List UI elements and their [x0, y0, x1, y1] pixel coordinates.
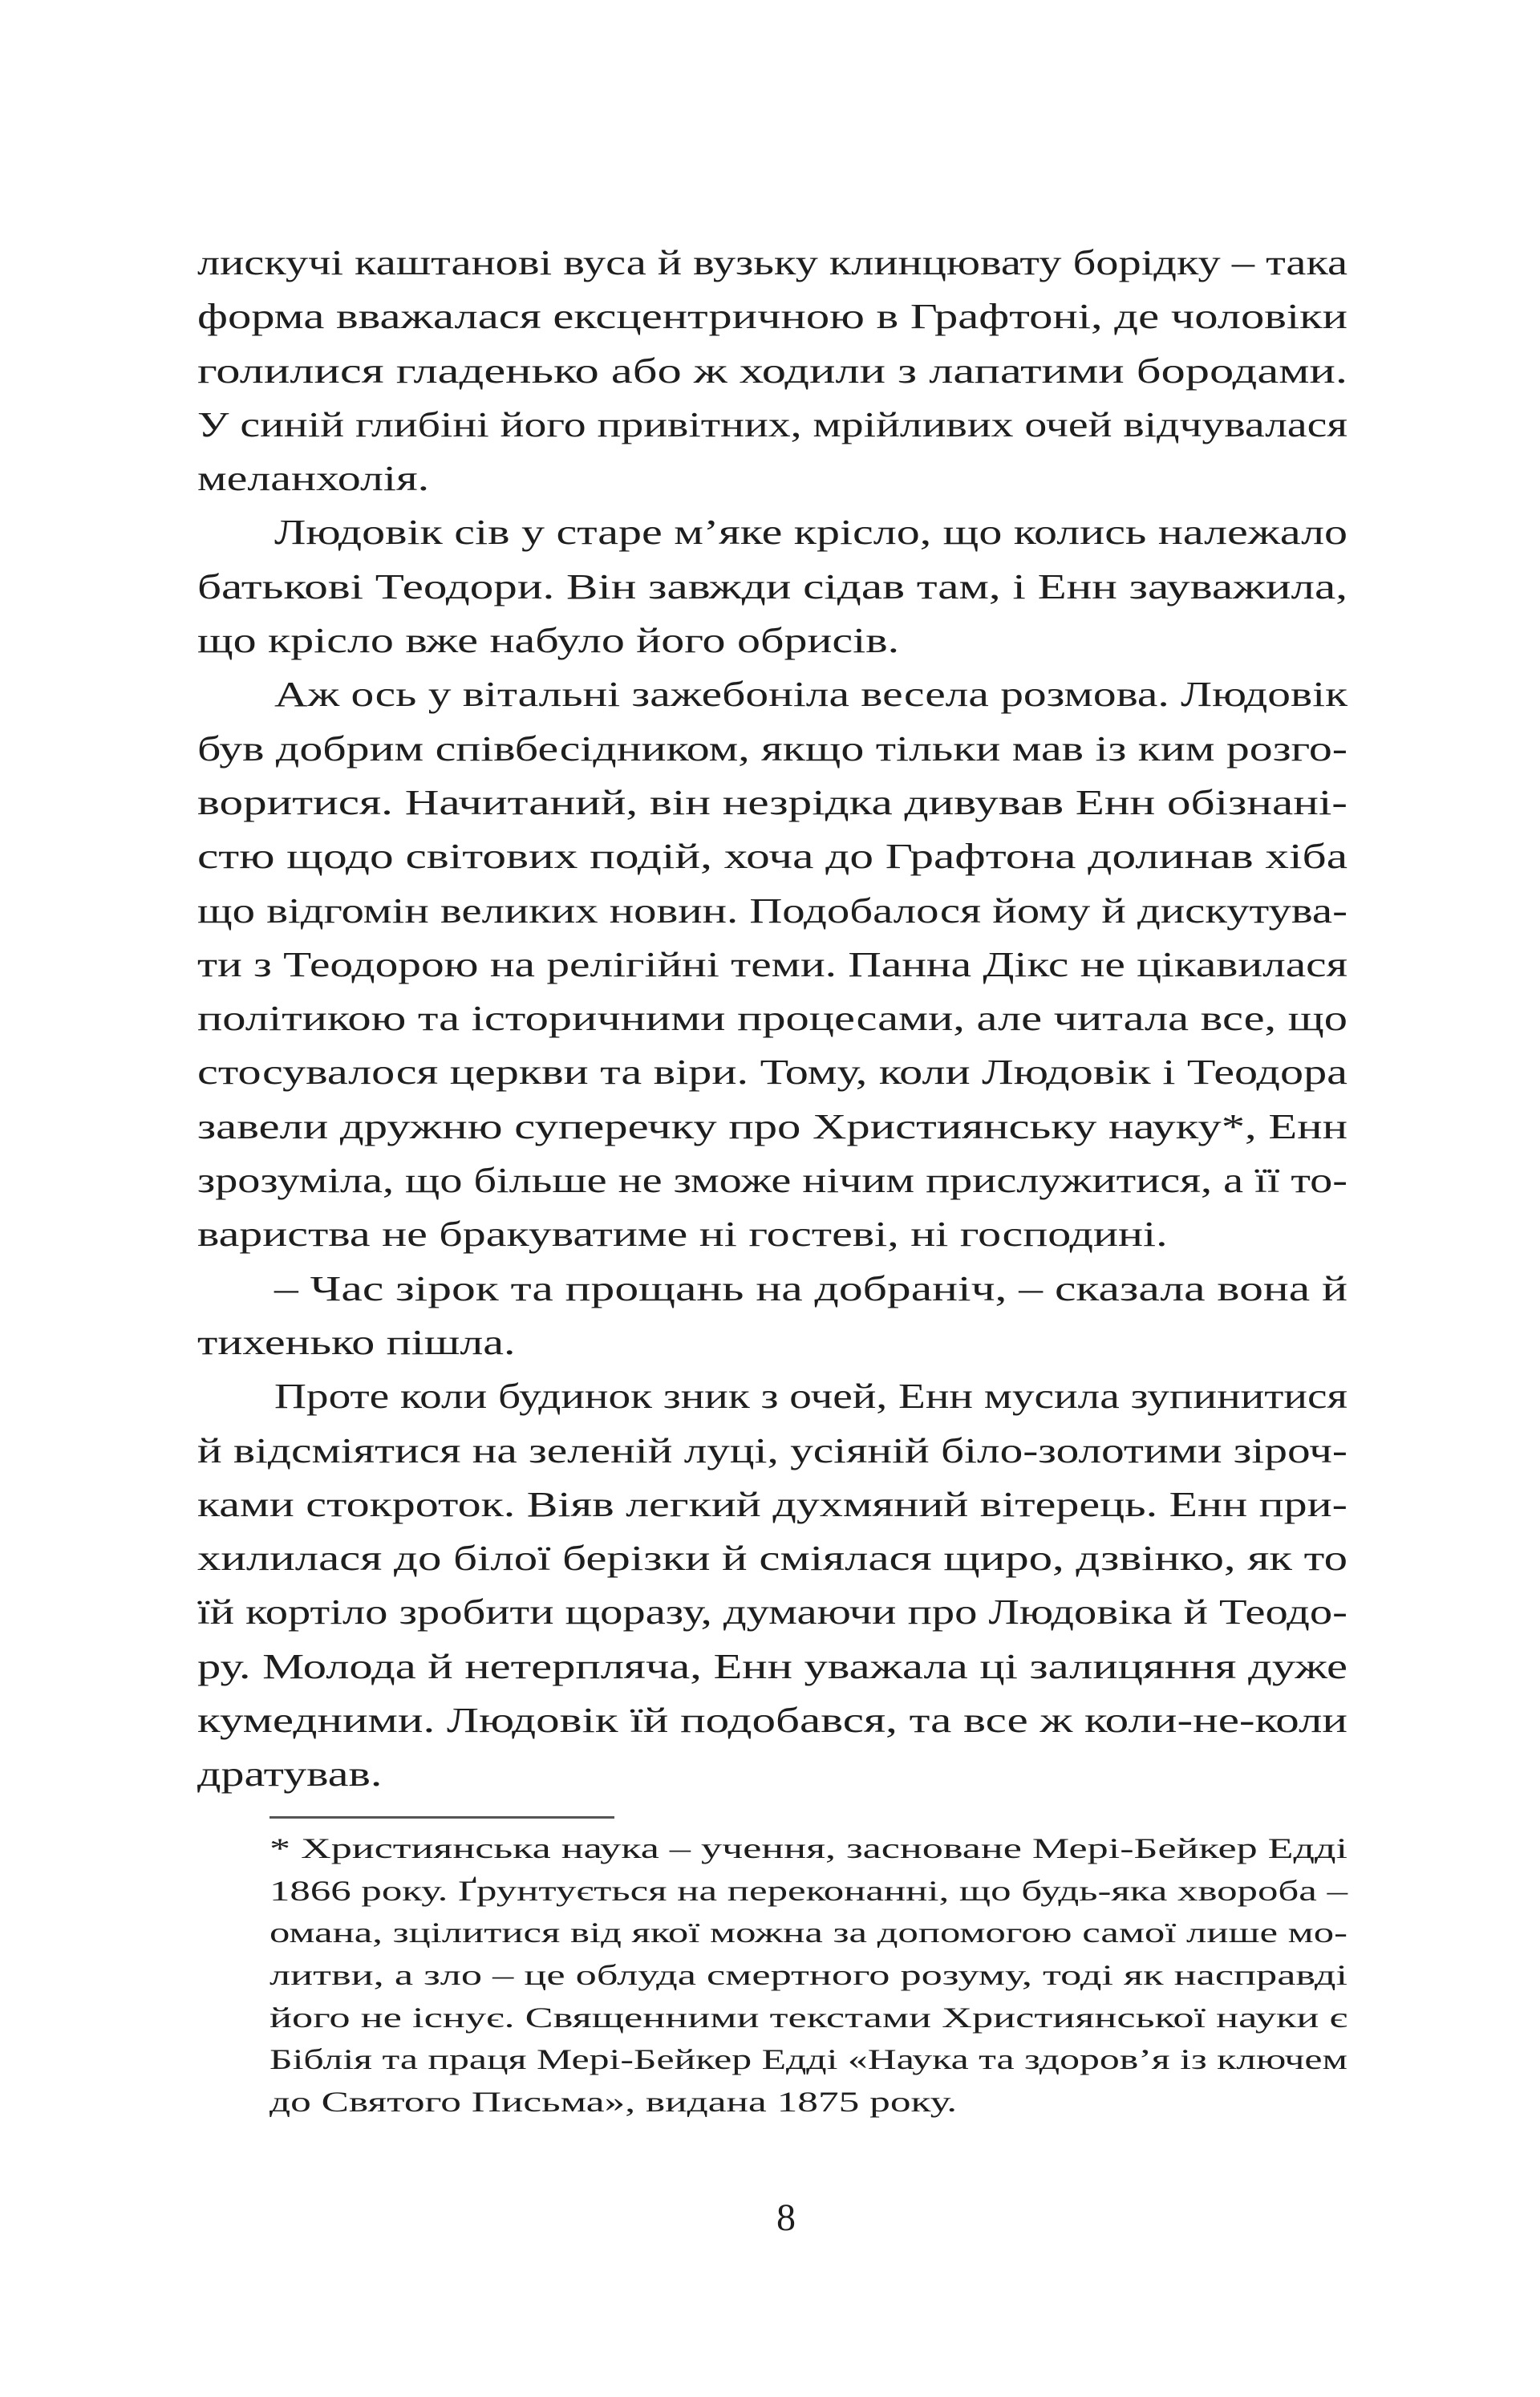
body-line-text: й відсміятися на зеленій луці, усіяній біло-золотими зіроч- [197, 1430, 1348, 1470]
body-line-text: ками стокроток. Віяв легкий духмяний вітерець. Енн при- [197, 1484, 1348, 1524]
body-line-text: голилися гладенько або ж ходили з лапатими бородами. [197, 351, 1348, 391]
body-line-text: Проте коли будинок зник з очей, Енн мусила зупинитися [274, 1377, 1348, 1417]
body-text [197, 236, 1348, 1802]
body-line-text: їй кортіло зробити щоразу, думаючи про Людовіка й Теодо- [197, 1592, 1348, 1632]
body-line [197, 236, 1348, 290]
body-line [197, 452, 1348, 505]
body-line-text: завели дружню суперечку про Християнську науку*, Енн [197, 1106, 1348, 1146]
footnote-line [270, 2081, 1348, 2123]
body-line [197, 398, 1348, 452]
body-line [197, 884, 1348, 938]
body-line [197, 938, 1348, 992]
body-line-text: зрозуміла, що більше не зможе нічим прислужитися, а її то- [197, 1161, 1348, 1201]
footnote-line-text: * Християнська наука – учення, засноване Мері-Бейкер Едді [270, 1832, 1348, 1864]
footnote-line-text: 1866 року. Ґрунтується на переконанні, що будь-яка хвороба – [270, 1874, 1348, 1907]
body-line [197, 1316, 1348, 1369]
body-line-text: лискучі каштанові вуса й вузьку клинцювату борідку – така [197, 243, 1348, 282]
body-line [197, 614, 1348, 667]
footnote-line [270, 1912, 1348, 1954]
body-line [197, 1585, 1348, 1639]
body-line [197, 1693, 1348, 1747]
footnote-line-text: Біблія та праця Мері-Бейкер Едді «Наука та здоров’я із ключем [270, 2043, 1348, 2076]
body-line [197, 829, 1348, 883]
footnote-line-text: литви, а зло – це облуда смертного розуму, тоді як насправді [270, 1959, 1348, 1992]
body-line-text: стосувалося церкви та віри. Тому, коли Людовік і Теодора [197, 1052, 1348, 1093]
body-line-text: вариства не бракуватиме ні гостеві, ні господині. [197, 1215, 1168, 1255]
body-line-text: хилилася до білої берізки й сміялася щиро, дзвінко, як то [197, 1539, 1348, 1579]
body-line-text: кумедними. Людовік їй подобався, та все ж коли-не-коли [197, 1701, 1348, 1741]
body-line-text: ти з Теодорою на релігійні теми. Панна Дікс не цікавилася [197, 944, 1348, 984]
body-line-text: стю щодо світових подій, хоча до Графтона долинав хіба [197, 837, 1348, 877]
body-line-text: батькові Теодори. Він завжди сідав там, і Енн зауважила, [197, 566, 1348, 606]
body-line-text: Аж ось у вітальні зажебоніла весела розмова. Людовік [274, 675, 1348, 715]
body-line [197, 776, 1348, 829]
footnote-line-text: до Святого Письма», видана 1875 року. [270, 2086, 958, 2119]
body-line [197, 290, 1348, 343]
footnote-line-text: його не існує. Священними текстами Християнської науки є [270, 2001, 1348, 2034]
footnote-divider [270, 1816, 614, 1819]
footnote-line [270, 1997, 1348, 2039]
footnote-line [270, 1827, 1348, 1870]
body-line [197, 1207, 1348, 1261]
body-line [197, 344, 1348, 398]
footnote-line [270, 1870, 1348, 1912]
body-line [197, 1478, 1348, 1531]
body-line [197, 1100, 1348, 1154]
page-number: 8 [776, 2196, 796, 2239]
body-line [197, 722, 1348, 776]
body-line [197, 1369, 1348, 1423]
body-line-text: воритися. Начитаний, він незрідка дивував Енн обізнані- [197, 782, 1348, 822]
body-line-text: що відгомін великих новин. Подобалося йому й дискутува- [197, 890, 1348, 931]
body-line [197, 1262, 1348, 1316]
body-line-text: – Час зірок та прощань на добраніч, – сказала вона й [274, 1268, 1348, 1308]
body-line-text: ру. Молода й нетерпляча, Енн уважала ці залицяння дуже [197, 1646, 1348, 1686]
body-line [197, 1045, 1348, 1099]
body-line [197, 1531, 1348, 1585]
body-line [197, 1424, 1348, 1478]
body-line-text: форма вважалася ексцентричною в Графтоні, де чоловіки [197, 297, 1348, 337]
body-line-text: політикою та історичними процесами, але читала все, що [197, 999, 1348, 1039]
body-line [197, 992, 1348, 1045]
body-line-text: дратував. [197, 1754, 383, 1795]
body-line-text: що крісло вже набуло його обрисів. [197, 621, 900, 661]
footnote-line-text: омана, зцілитися від якої можна за допомогою самої лише мо- [270, 1916, 1348, 1949]
body-line [197, 1747, 1348, 1801]
footnote-line [270, 1954, 1348, 1997]
footnote-line [270, 2038, 1348, 2081]
body-line [197, 1154, 1348, 1207]
body-line-text: тихенько пішла. [197, 1322, 516, 1362]
body-line [197, 505, 1348, 559]
body-line-text: був добрим співбесідником, якщо тільки мав із ким розго- [197, 728, 1348, 769]
body-line-text: У синій глибіні його привітних, мрійливих очей відчувалася [197, 404, 1348, 444]
body-line [197, 667, 1348, 721]
body-line-text: Людовік сів у старе м’яке крісло, що колись належало [274, 513, 1348, 553]
body-line [197, 560, 1348, 614]
body-line-text: меланхолія. [197, 459, 430, 499]
body-line [197, 1640, 1348, 1693]
footnote [270, 1827, 1348, 2123]
